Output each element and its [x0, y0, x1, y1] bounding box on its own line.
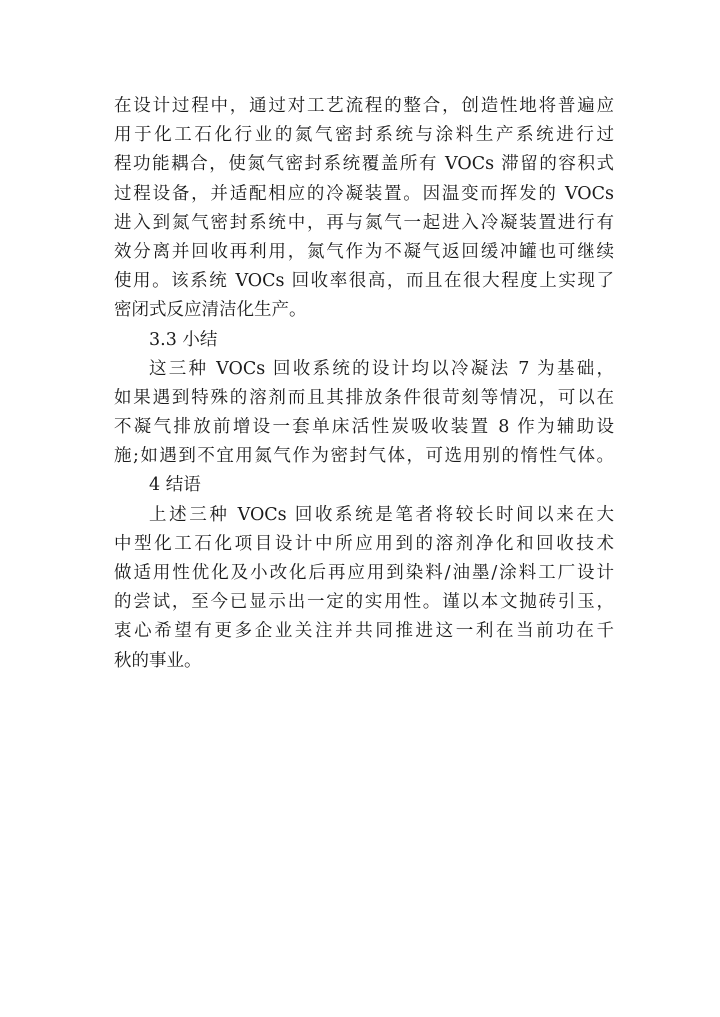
- text-line: 用于化工石化行业的氮气密封系统与涂料生产系统进行过: [114, 125, 614, 146]
- text-line: 在设计过程中，通过对工艺流程的整合，创造性地将普遍应: [114, 96, 614, 116]
- text-line: 做适用性优化及小改化后再应用到染料/油墨/涂料工厂设计: [114, 563, 614, 583]
- text-line: 上述三种 VOCs 回收系统是笔者将较长时间以来在大: [149, 504, 614, 525]
- text-line: 进入到氮气密封系统中，再与氮气一起进入冷凝装置进行有: [114, 212, 614, 233]
- text-line: 中型化工石化项目设计中所应用到的溶剂净化和回收技术: [114, 533, 614, 554]
- text-line: 使用。该系统 VOCs 回收率很高，而且在很大程度上实现了: [114, 271, 614, 292]
- text-line: 这三种 VOCs 回收系统的设计均以冷凝法 7 为基础，: [149, 358, 614, 379]
- body-text: [114, 92, 614, 676]
- text-line: 过程设备，并适配相应的冷凝装置。因温变而挥发的 VOCs: [114, 183, 614, 204]
- text-line: 效分离并回收再利用，氮气作为不凝气返回缓冲罐也可继续: [114, 241, 614, 262]
- paragraph-summary: [114, 355, 614, 472]
- text-line: 密闭式反应清洁化生产。: [114, 300, 307, 321]
- section-heading-summary: 3.3 小结: [149, 329, 218, 350]
- text-line: 如果遇到特殊的溶剂而且其排放条件很苛刻等情况，可以在: [114, 387, 614, 408]
- text-line: 秋的事业。: [114, 650, 202, 671]
- text-line: 的尝试，至今已显示出一定的实用性。谨以本文抛砖引玉，: [114, 592, 614, 613]
- text-line: 不凝气排放前增设一套单床活性炭吸收装置 8 作为辅助设: [114, 417, 614, 438]
- paragraph-nitrogen-seal: [114, 92, 614, 326]
- text-line: 衷心希望有更多企业关注并共同推进这一利在当前功在千: [114, 621, 614, 642]
- text-line: 施;如遇到不宜用氮气作为密封气体，可选用别的惰性气体。: [114, 446, 614, 467]
- section-heading-conclusion: 4 结语: [149, 475, 201, 496]
- paragraph-conclusion: [114, 501, 614, 676]
- text-line: 程功能耦合，使氮气密封系统覆盖所有 VOCs 滞留的容积式: [114, 154, 614, 175]
